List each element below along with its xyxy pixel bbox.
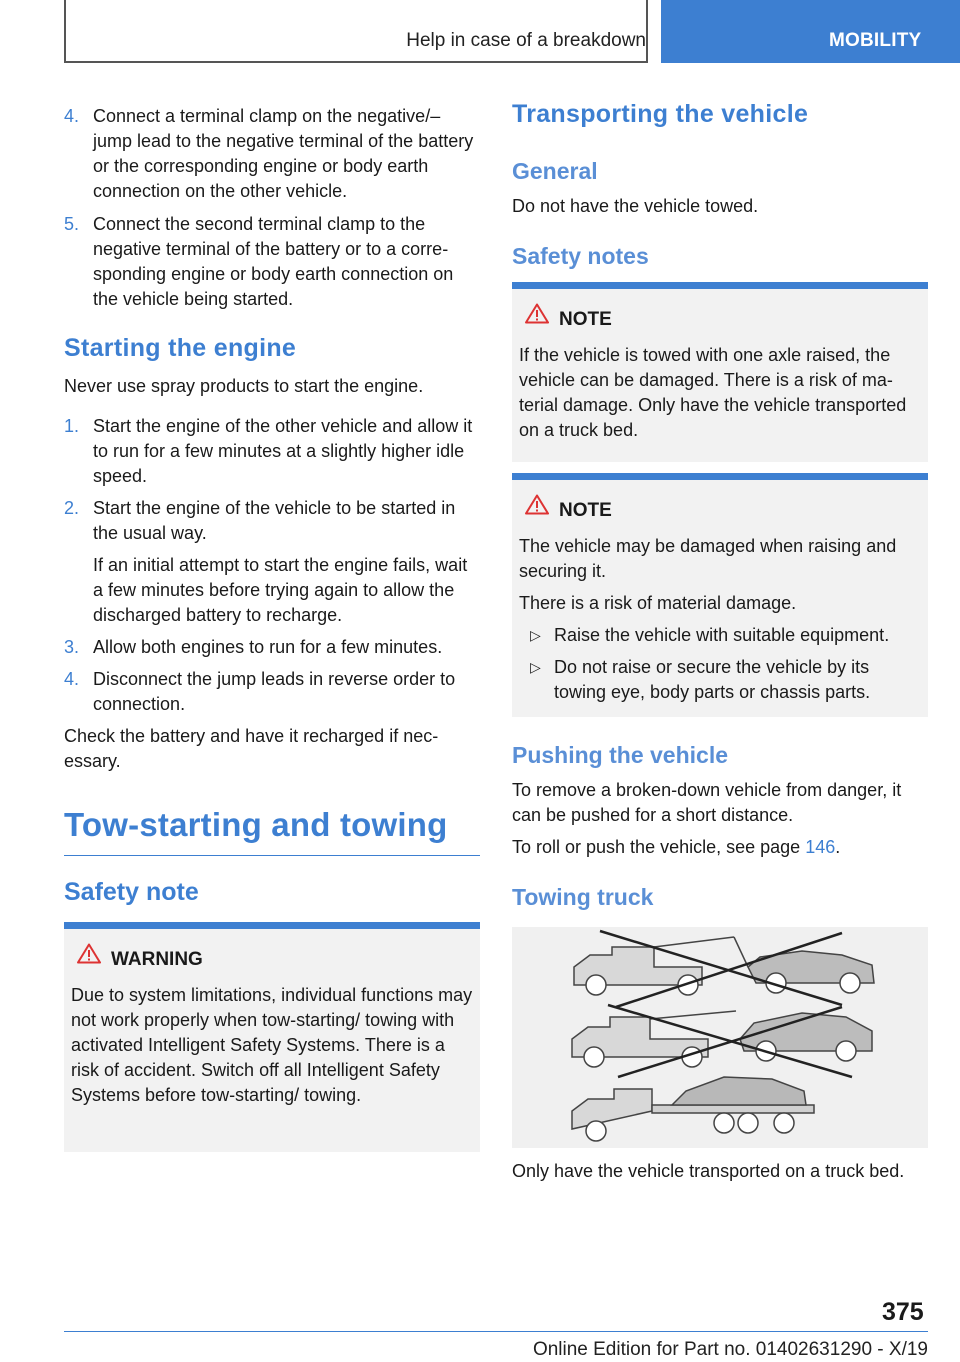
bullet-text: Raise the vehicle with suitable equipment. (554, 625, 890, 645)
warning-triangle-icon (77, 943, 101, 964)
warning-title: WARNING (111, 949, 203, 970)
list-item (64, 104, 480, 204)
chapter-divider (64, 855, 480, 856)
pushing-reference (512, 835, 928, 860)
step-text: Connect the second terminal clamp to the negative terminal of the battery or to a corresponding engine or body earth connection on the vehicle being started. (93, 214, 454, 309)
step-text: Connect a terminal clamp on the negative/– jump lead to the negative terminal of the battery or the corresponding engine or body earth connection on the other vehicle. (93, 106, 474, 201)
note-title: NOTE (559, 309, 612, 330)
step-number: 2. (64, 498, 80, 518)
subheading-safety-notes: Safety notes (512, 243, 649, 269)
warning-text: Due to system limitations, individual functions may not work properly when tow-starting/ towing with activated Intelligent Safety Systems. There is a risk of accident. Switch off all Intelligent Safety Systems before tow-starting/ towing. (71, 985, 473, 1105)
step-number: 3. (64, 637, 80, 657)
section-heading-starting-engine: Starting the engine (64, 334, 297, 362)
list-item (64, 212, 480, 312)
step-number: 1. (64, 416, 80, 436)
list-item (519, 655, 921, 705)
note-box (512, 473, 928, 717)
header-chapter-label: MOBILITY (829, 30, 922, 51)
warning-title-row (71, 929, 473, 970)
footer-edition: Online Edition for Part no. 01402631290 - X/19 (532, 1339, 928, 1360)
step-text: Start the engine of the other vehicle and allow it to run for a few minutes at a slightly higher idle speed. (93, 416, 473, 486)
list-item (64, 667, 480, 717)
subheading-general: General (512, 158, 598, 184)
step-number: 4. (64, 669, 80, 689)
warning-box (64, 922, 480, 1152)
footer-divider (64, 1331, 928, 1332)
header-section-title: Help in case of a breakdown (406, 30, 646, 51)
pushing-text: To remove a broken-down vehicle from danger, it can be pushed for a short distance. (512, 780, 902, 825)
towing-illustration (512, 927, 928, 1148)
page-reference-link[interactable]: 146 (805, 837, 836, 857)
list-item (64, 496, 480, 628)
note-title-row (519, 480, 921, 521)
note-title: NOTE (559, 500, 612, 521)
starting-intro: Never use spray products to start the engine. (64, 376, 424, 396)
general-text: Do not have the vehicle towed. (512, 196, 759, 216)
section-heading-safety-note: Safety note (64, 878, 199, 906)
step-subtext: If an initial attempt to start the engine fails, wait a few minutes before trying again to allow the discharged battery to recharge. (93, 555, 468, 625)
page-number: 375 (882, 1298, 924, 1326)
subheading-pushing: Pushing the vehicle (512, 742, 728, 768)
triangle-bullet-icon: ▷ (530, 627, 541, 643)
step-text: Start the engine of the vehicle to be started in the usual way. (93, 498, 456, 543)
list-item (519, 623, 921, 648)
note-title-row (519, 289, 921, 330)
note-text: If the vehicle is towed with one axle raised, the vehicle can be damaged. There is a risk of material damage. Only have the vehicle transported on a truck bed. (519, 345, 907, 440)
pushing-reference-text: To roll or push the vehicle, see page (512, 837, 806, 857)
section-heading-transporting: Transporting the vehicle (512, 100, 809, 128)
bullet-text: Do not raise or secure the vehicle by its towing eye, body parts or chassis parts. (554, 657, 871, 702)
subheading-towing-truck: Towing truck (512, 884, 654, 910)
triangle-bullet-icon: ▷ (530, 659, 541, 675)
note-box (512, 282, 928, 462)
step-text: Allow both engines to run for a few minutes. (93, 637, 443, 657)
step-text: Disconnect the jump leads in reverse order to connection. (93, 669, 456, 714)
check-battery-text: Check the battery and have it recharged if necessary. (64, 726, 439, 771)
towing-vehicles-image (512, 927, 928, 1148)
chapter-heading: Tow-starting and towing (64, 806, 448, 843)
step-number: 4. (64, 106, 80, 126)
warning-triangle-icon (525, 494, 549, 515)
figure-caption: Only have the vehicle transported on a truck bed. (512, 1161, 905, 1181)
note-text: There is a risk of material damage. (519, 593, 797, 613)
note-text: The vehicle may be damaged when raising and securing it. (519, 536, 897, 581)
header-chapter-tab (661, 0, 960, 63)
pushing-reference-end: . (835, 837, 841, 857)
list-item (64, 635, 480, 660)
list-item (64, 414, 480, 489)
warning-triangle-icon (525, 303, 549, 324)
step-number: 5. (64, 214, 80, 234)
